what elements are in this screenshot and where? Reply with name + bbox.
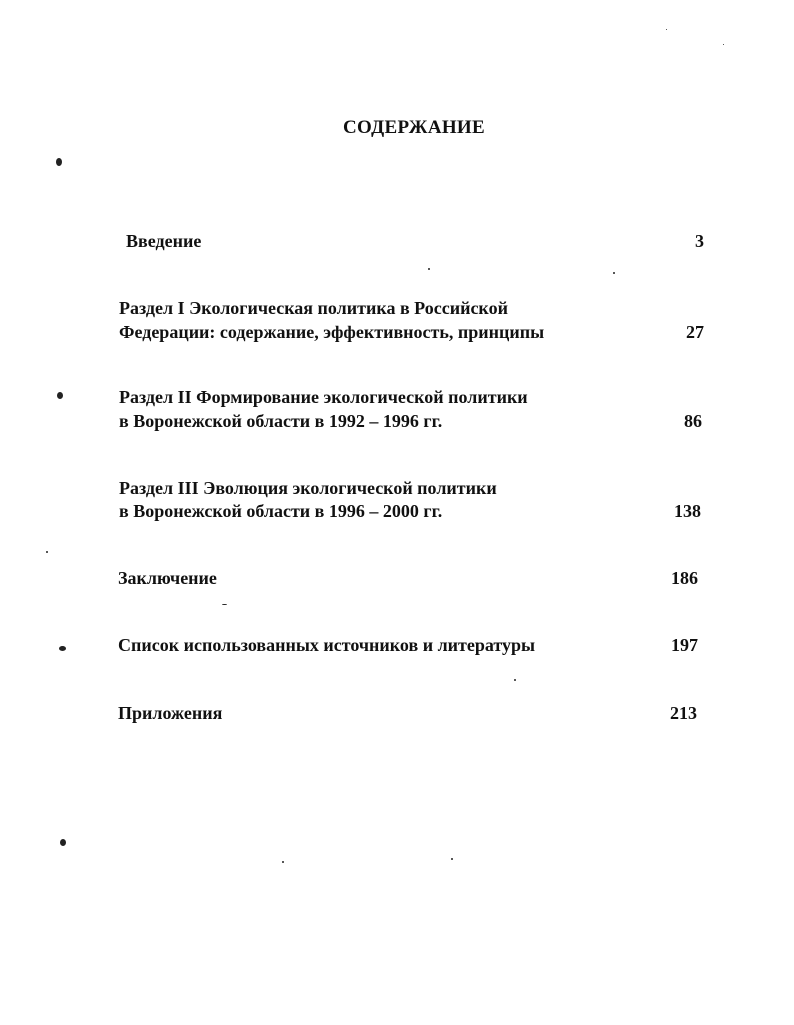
scan-speck bbox=[46, 551, 48, 553]
scan-speck bbox=[613, 272, 615, 274]
scan-speck bbox=[723, 44, 724, 45]
toc-entry-section-2-title-line-2: в Воронежской области в 1992 – 1996 гг. bbox=[119, 411, 443, 431]
page-title: СОДЕРЖАНИЕ bbox=[343, 117, 485, 138]
toc-entry-conclusion-page: 186 bbox=[671, 568, 698, 588]
toc-entry-section-1-title-line-1: Раздел I Экологическая политика в Российской bbox=[119, 298, 508, 318]
scan-speck bbox=[428, 268, 430, 270]
scan-speck bbox=[282, 861, 284, 863]
scan-speck bbox=[222, 604, 227, 605]
scan-speck bbox=[666, 29, 667, 30]
scan-speck bbox=[514, 679, 516, 681]
toc-entry-section-2-title-line-1: Раздел II Формирование экологической политики bbox=[119, 387, 528, 407]
scan-speck bbox=[451, 858, 453, 860]
toc-entry-introduction-page: 3 bbox=[695, 231, 704, 251]
toc-entry-section-3-title-line-2: в Воронежской области в 1996 – 2000 гг. bbox=[119, 501, 443, 521]
toc-entry-appendices-title: Приложения bbox=[118, 703, 223, 723]
scan-speck bbox=[57, 392, 63, 399]
toc-entry-introduction-title: Введение bbox=[126, 231, 202, 251]
toc-entry-conclusion-title: Заключение bbox=[118, 568, 217, 588]
toc-entry-section-3-title-line-1: Раздел III Эволюция экологической политики bbox=[119, 478, 497, 498]
toc-entry-section-1-title-line-2: Федерации: содержание, эффективность, принципы bbox=[119, 322, 545, 342]
scan-speck bbox=[56, 158, 62, 166]
toc-entry-bibliography-title: Список использованных источников и литературы bbox=[118, 635, 536, 655]
scan-speck bbox=[60, 839, 66, 846]
toc-entry-section-1-page: 27 bbox=[686, 322, 704, 342]
toc-entry-appendices-page: 213 bbox=[670, 703, 697, 723]
toc-entry-section-2-page: 86 bbox=[684, 411, 702, 431]
toc-entry-section-3-page: 138 bbox=[674, 501, 701, 521]
toc-entry-bibliography-page: 197 bbox=[671, 635, 698, 655]
scan-speck bbox=[59, 646, 66, 651]
